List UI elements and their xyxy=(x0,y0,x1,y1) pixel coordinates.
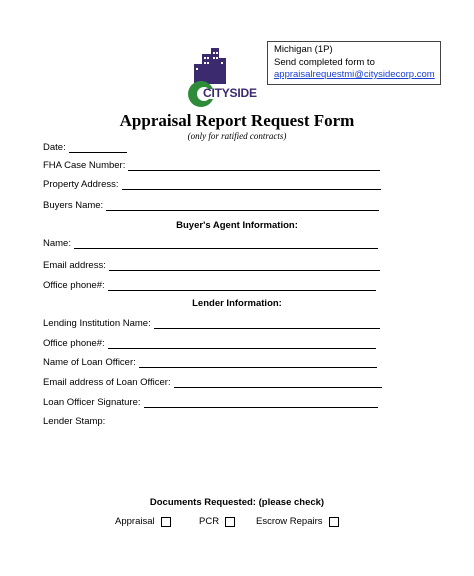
date-line[interactable] xyxy=(69,143,127,153)
loan-officer-email-line[interactable] xyxy=(174,378,382,388)
date-field[interactable] xyxy=(43,142,127,153)
appraisal-checkbox[interactable] xyxy=(161,517,171,527)
lender-section-heading: Lender Information: xyxy=(192,298,282,309)
fha-case-label: FHA Case Number: xyxy=(43,160,126,171)
lending-institution-label: Lending Institution Name: xyxy=(43,318,151,329)
lender-stamp-field xyxy=(43,416,105,427)
buyers-name-label: Buyers Name: xyxy=(43,200,104,211)
loan-officer-email-label: Email address of Loan Officer: xyxy=(43,377,171,388)
appraisal-option-label: Appraisal xyxy=(115,516,155,527)
pcr-option[interactable] xyxy=(199,516,235,527)
pcr-checkbox[interactable] xyxy=(225,517,235,527)
agent-name-label: Name: xyxy=(43,238,71,249)
appraisal-option[interactable] xyxy=(115,516,171,527)
send-instruction: Send completed form to xyxy=(274,56,375,68)
loan-officer-name-line[interactable] xyxy=(139,358,377,368)
property-address-field[interactable] xyxy=(43,179,381,190)
loan-officer-signature-label: Loan Officer Signature: xyxy=(43,397,141,408)
email-link[interactable]: appraisalrequestmi@citysidecorp.com xyxy=(274,69,435,80)
fha-case-field[interactable] xyxy=(43,160,380,171)
loan-officer-name-field[interactable] xyxy=(43,357,377,368)
loan-officer-name-label: Name of Loan Officer: xyxy=(43,357,136,368)
agent-phone-line[interactable] xyxy=(108,281,376,291)
lending-institution-field[interactable] xyxy=(43,318,380,329)
agent-name-field[interactable] xyxy=(43,238,378,249)
pcr-option-label: PCR xyxy=(199,516,220,527)
lender-phone-field[interactable] xyxy=(43,338,376,349)
lender-phone-label: Office phone#: xyxy=(43,338,105,349)
lending-institution-line[interactable] xyxy=(154,319,380,329)
buyers-name-field[interactable] xyxy=(43,200,379,211)
agent-email-field[interactable] xyxy=(43,260,380,271)
escrow-repairs-option-label: Escrow Repairs xyxy=(256,516,323,527)
loan-officer-signature-field[interactable] xyxy=(43,397,378,408)
lender-phone-line[interactable] xyxy=(108,339,376,349)
buyers-name-line[interactable] xyxy=(106,201,379,211)
agent-phone-label: Office phone#: xyxy=(43,280,105,291)
escrow-repairs-option[interactable] xyxy=(256,516,339,527)
logo-wordmark: CITYSIDE xyxy=(203,86,257,100)
agent-email-label: Email address: xyxy=(43,260,106,271)
loan-officer-signature-line[interactable] xyxy=(144,398,378,408)
state-label: Michigan (1P) xyxy=(274,44,333,55)
cityside-logo xyxy=(180,44,250,114)
agent-email-line[interactable] xyxy=(109,261,380,271)
form-title: Appraisal Report Request Form xyxy=(119,111,355,130)
loan-officer-email-field[interactable] xyxy=(43,377,382,388)
property-address-line[interactable] xyxy=(122,180,381,190)
escrow-repairs-checkbox[interactable] xyxy=(329,517,339,527)
documents-heading: Documents Requested: (please check) xyxy=(149,497,325,508)
property-address-label: Property Address: xyxy=(43,179,119,190)
date-label: Date: xyxy=(43,142,66,153)
agent-name-line[interactable] xyxy=(74,239,378,249)
agent-section-heading: Buyer's Agent Information: xyxy=(176,220,298,231)
lender-stamp-label: Lender Stamp: xyxy=(43,416,106,427)
form-subtitle: (only for ratified contracts) xyxy=(187,131,287,141)
fha-case-line[interactable] xyxy=(128,161,380,171)
submission-info-box xyxy=(267,41,441,85)
agent-phone-field[interactable] xyxy=(43,280,376,291)
